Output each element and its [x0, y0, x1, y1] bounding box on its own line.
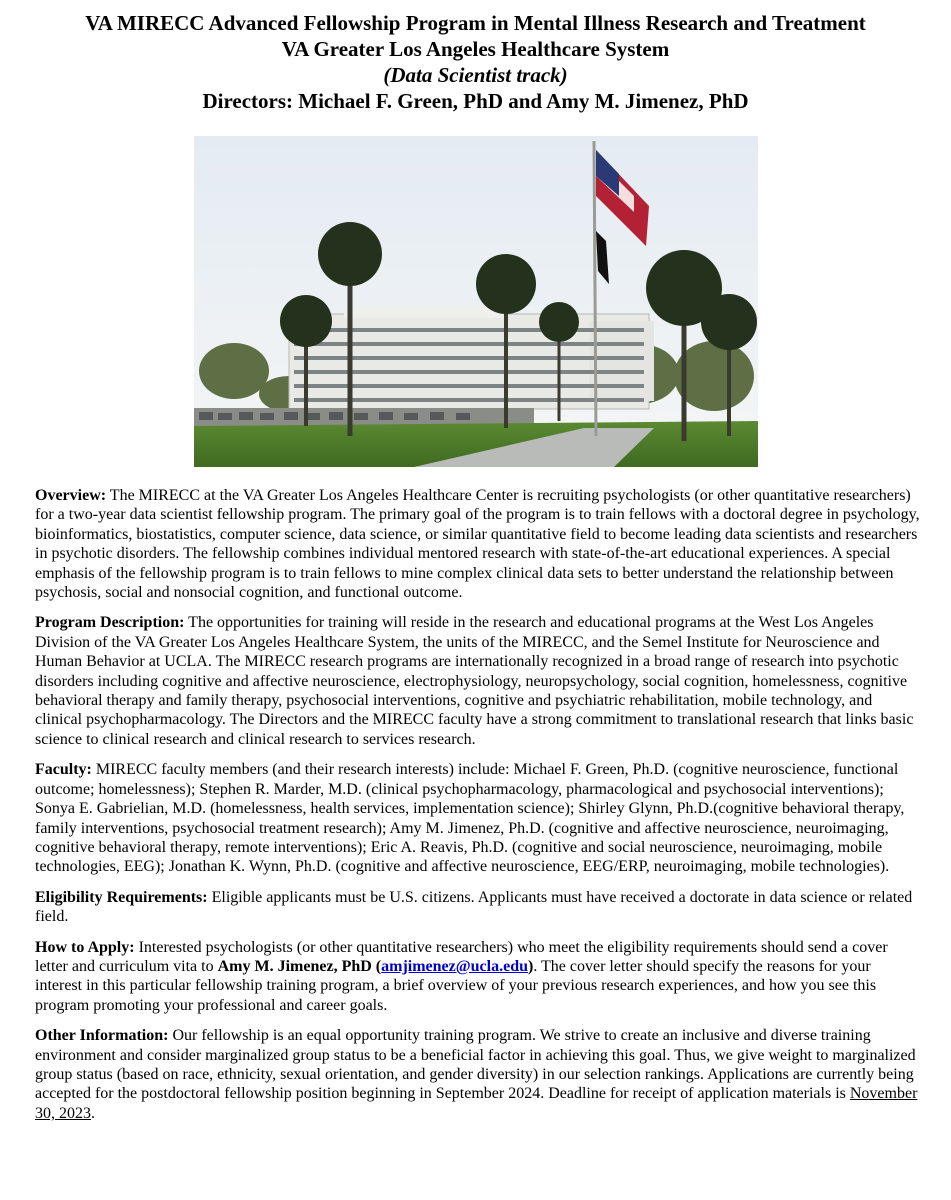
directors-line: Directors: Michael F. Green, PhD and Amy M. Jimenez, PhD — [202, 89, 749, 113]
overview-text: The MIRECC at the VA Greater Los Angeles Healthcare Center is recruiting psychologists (or other quantitative researchers) for a two-year data scientist fellowship program. The primary goal of the program is to train fellows with a doctoral degree in psychology, bioinformatics, biostatistics, computer science, data science, or similar quantitative field to become leading data scientists and researchers in psychotic disorders. The fellowship combines individual mentored research with state-of-the-art educational experiences. A special emphasis of the fellowship program is to train fellows to mine complex clinical data sets to better understand the relationship between psychosis, social and nonsocial cognition, and functional outcome. — [35, 487, 920, 602]
track-subtitle: (Data Scientist track) — [383, 63, 568, 87]
contact-close: ) — [527, 957, 534, 975]
contact-email-link[interactable]: amjimenez@ucla.edu — [381, 957, 528, 975]
body-content — [35, 486, 921, 1134]
how-to-apply-text-after: . The cover letter should specify the reasons for your interest in this particular fellowship training program, a brief overview of your previous research experiences, and how you see this program promoting your professional and career goals. — [35, 957, 877, 1014]
hospital-campus-photo — [194, 136, 758, 467]
eligibility-section — [35, 888, 921, 927]
document-header — [0, 0, 951, 114]
how-to-apply-text: Interested psychologists (or other quantitative researchers) who meet the eligibility requirements should send a cover letter and curriculum vita to — [35, 938, 888, 975]
other-information-label: Other Information: — [35, 1027, 169, 1045]
program-description-label: Program Description: — [35, 614, 185, 632]
other-information-section — [35, 1026, 921, 1123]
program-title: VA MIRECC Advanced Fellowship Program in Mental Illness Research and Treatment — [85, 11, 866, 35]
eligibility-label: Eligibility Requirements: — [35, 888, 208, 906]
faculty-label: Faculty: — [35, 761, 92, 779]
deadline-period: . — [91, 1104, 95, 1122]
how-to-apply-label: How to Apply: — [35, 938, 135, 956]
eligibility-text: Eligible applicants must be U.S. citizens. Applicants must have received a doctorate in data science or related field. — [35, 888, 913, 926]
parking-lot — [194, 408, 534, 426]
overview-section — [35, 486, 921, 602]
program-description-section — [35, 613, 921, 749]
system-title: VA Greater Los Angeles Healthcare System — [281, 37, 670, 61]
overview-label: Overview: — [35, 487, 107, 504]
program-description-text: The opportunities for training will reside in the research and educational programs at the West Los Angeles Division of the VA Greater Los Angeles Healthcare System, the units of the MIRECC, and the Semel Institute for Neuroscience and Human Behavior at UCLA. The MIRECC research programs are internationally recognized in a broad range of research into psychotic disorders including cognitive and affective neuroscience, electrophysiology, neuropsychology, social cognition, homelessness, cognitive behavioral therapy and family therapy, psychosocial interventions, cognitive and psychiatric rehabilitation, mobile technology, and clinical psychopharmacology. The Directors and the MIRECC faculty have a strong commitment to translational research that links basic science to clinical research and clinical research to services research. — [35, 614, 914, 748]
other-information-text: Our fellowship is an equal opportunity training program. We strive to create an inclusive and diverse training environment and consider marginalized group status to be a beneficial factor in achieving this goal. Thus, we give weight to marginalized group status (based on race, ethnicity, sexual orientation, and gender diversity) in our selection rankings. Applications are currently being accepted for the postdoctoral fellowship position beginning in September 2024. Deadline for receipt of application materials is — [35, 1027, 916, 1103]
how-to-apply-section — [35, 938, 921, 1016]
hospital-building — [289, 306, 654, 409]
faculty-section — [35, 760, 921, 876]
contact-name: Amy M. Jimenez, PhD ( — [217, 957, 382, 975]
application-deadline: November 30, 2023 — [35, 1085, 918, 1122]
faculty-text: MIRECC faculty members (and their research interests) include: Michael F. Green, Ph.D. (cognitive neuroscience, functional outcome; homelessness); Stephen R. Marder, M.D. (clinical psychopharmacology, pharmacological and psychosocial interventions); Sonya E. Gabrielian, M.D. (homelessness, health services, implementation science); Shirley Glynn, Ph.D.(cognitive behavioral therapy, family interventions, psychosocial treatment research); Amy M. Jimenez, Ph.D. (cognitive and affective neuroscience, neuroimaging, cognitive behavioral therapy, remote interventions); Eric A. Reavis, Ph.D. (cognitive and social neuroscience, neuroimaging, mobile technologies, EEG); Jonathan K. Wynn, Ph.D. (cognitive and affective neuroscience, EEG/ERP, neuroimaging, mobile technologies). — [35, 761, 905, 876]
